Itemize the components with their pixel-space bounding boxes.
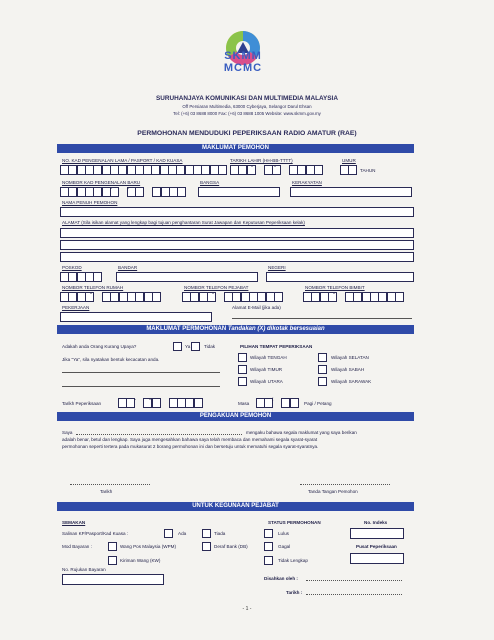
label-selatan: Wilayah SELATAN (331, 355, 369, 360)
org-name: SURUHANJAYA KOMUNIKASI DAN MULTIMEDIA MALAYSIA (156, 95, 338, 102)
label-ya: Ya (185, 344, 191, 349)
field-poskod[interactable] (60, 272, 102, 282)
label-salinan: Salinan KP/Pasport/Kad Kuasa : (62, 531, 129, 536)
section-maklumat-pemohon: MAKLUMAT PEMOHON (57, 144, 414, 153)
field-kp-lama[interactable] (60, 165, 226, 175)
checkbox-tidak-lengkap[interactable] (264, 556, 273, 565)
label-tarikh-pejabat: Tarikh : (286, 590, 303, 595)
label-poskod: POSKOD (62, 265, 82, 270)
section-note: Tandakan (X) dikotak bersesuaian (227, 326, 325, 332)
label-kw: Kiriman Wang (KW) (120, 558, 161, 563)
form-title: PERMOHONAN MENDUDUKI PEPERIKSAAN RADIO AMATUR (RAE) (137, 130, 357, 137)
label-kp-lama: NO. KAD PENGENALAN LAMA / PASPORT / KAD KUASA (62, 158, 183, 163)
dash: - (90, 291, 92, 297)
label-nama: NAMA PENUH PEMOHON (62, 200, 118, 205)
field-nama[interactable] (60, 207, 414, 217)
label-pusat: Pusat Peperiksaan (356, 544, 397, 549)
field-tel-pejabat[interactable] (182, 292, 282, 302)
pengakuan-line2: adalah benar, betul dan lengkap. Saya juga mengesahkan bahawa saya telah membaca dan memahami segala syarat-syarat (62, 437, 318, 442)
dash: - (110, 186, 112, 192)
label-tidak: Tidak (204, 344, 216, 349)
label-negeri: NEGERI (268, 265, 286, 270)
label-wpm: Wang Pos Malaysia (WPM) (120, 544, 176, 549)
field-alamat-2[interactable] (60, 240, 414, 250)
field-negeri[interactable] (266, 272, 414, 282)
label-ada: Ada (178, 531, 187, 536)
checkbox-timur[interactable] (238, 365, 247, 374)
field-nama-pengakuan[interactable] (76, 434, 242, 435)
checkbox-gagal[interactable] (264, 542, 273, 551)
label-draf: Deraf Bank (DB) (214, 544, 248, 549)
label-tel-pejabat: NOMBOR TELEFON PEJABAT (184, 285, 249, 290)
dash: - (149, 397, 151, 403)
field-tarikh-pejabat[interactable] (306, 594, 402, 595)
field-no-indeks[interactable] (350, 528, 404, 539)
label-bangsa: BANGSA (200, 180, 220, 185)
field-pekerjaan[interactable] (60, 312, 212, 322)
colon: : (272, 397, 274, 403)
checkbox-kw[interactable] (108, 556, 117, 565)
checkbox-utara[interactable] (238, 377, 247, 386)
label-tarikh-peperiksaan: Tarikh Peperiksaan (62, 401, 102, 406)
field-kerakyatan[interactable] (290, 187, 412, 197)
label-masa: Masa (238, 401, 250, 406)
label-pagi-petang: Pagi / Petang (304, 401, 332, 406)
dash: - (127, 186, 129, 192)
field-tarikh-peperiksaan[interactable] (118, 398, 202, 408)
label-mod-bayaran: Mod Bayaran : (62, 544, 92, 549)
label-status: STATUS PERMOHONAN (268, 520, 321, 525)
pengakuan-line3: permohonan seperti tertera pada mukasurat 2 borang permohonan ini dan bersetuju untuk mematuhi segala syarat-syaratnya. (62, 444, 319, 449)
logo-text-skmm: SKMM (224, 50, 262, 62)
field-tarikh-pengakuan[interactable] (70, 484, 150, 485)
field-kp-baru[interactable] (60, 187, 185, 197)
section-maklumat-permohonan (57, 325, 414, 334)
label-utara: Wilayah UTARA (250, 379, 283, 384)
checkbox-ada[interactable] (164, 529, 173, 538)
dash: - (212, 291, 214, 297)
checkbox-tengah[interactable] (238, 353, 247, 362)
section-title: MAKLUMAT PERMOHONAN (146, 326, 227, 332)
field-tarikh-lahir[interactable] (230, 165, 322, 175)
label-jika-ya: Jika "Ya", sila nyatakan bentuk kecacatan anda. (62, 357, 160, 362)
field-masa[interactable] (256, 398, 298, 408)
dash: - (274, 164, 276, 170)
dash: - (333, 291, 335, 297)
label-disahkan: Disahkan oleh : (264, 576, 298, 581)
field-tel-rumah[interactable] (60, 292, 160, 302)
field-rujukan[interactable] (62, 574, 164, 585)
field-email[interactable] (232, 318, 412, 319)
section-kegunaan-pejabat: UNTUK KEGUNAAN PEJABAT (57, 502, 414, 511)
field-kecacatan-2[interactable] (62, 386, 220, 387)
label-timur: Wilayah TIMUR (250, 367, 283, 372)
label-sabah: Wilayah SABAH (331, 367, 365, 372)
label-sarawak: Wilayah SARAWAK (331, 379, 372, 384)
label-gagal: Gagal (278, 544, 291, 549)
field-bandar[interactable] (116, 272, 258, 282)
field-alamat-3[interactable] (60, 252, 414, 262)
checkbox-tiada[interactable] (202, 529, 211, 538)
dash: - (134, 397, 136, 403)
label-upaya: Adakah anda Orang Kurang Upaya? (62, 344, 137, 349)
label-kerakyatan: KERAKYATAN (292, 180, 322, 185)
label-tarikh: Tarikh (100, 489, 113, 494)
org-address: Off Persiaran Multimedia, 63000 Cyberjaya, Selangor Darul Ehsan (182, 104, 312, 109)
label-lulus: Lulus (278, 531, 289, 536)
checkbox-tidak[interactable] (191, 342, 200, 351)
label-tandatangan: Tanda Tangan Pemohon (308, 489, 358, 494)
field-umur[interactable] (340, 165, 357, 175)
label-rujukan: No. Rujukan Bayaran (62, 567, 106, 572)
dash: - (251, 164, 253, 170)
checkbox-sabah[interactable] (318, 365, 327, 374)
checkbox-sarawak[interactable] (318, 377, 327, 386)
field-kecacatan-1[interactable] (62, 372, 220, 373)
page-number: - 1 - (242, 606, 252, 612)
field-tel-bimbit[interactable] (303, 292, 403, 302)
checkbox-lulus[interactable] (264, 529, 273, 538)
logo-text-mcmc: MCMC (223, 62, 263, 74)
field-tandatangan[interactable] (300, 484, 390, 485)
label-tel-bimbit: NOMBOR TELEFON BIMBIT (305, 285, 365, 290)
label-kp-baru: NOMBOR KAD PENGENALAN BARU (62, 180, 141, 185)
field-alamat-1[interactable] (60, 228, 414, 238)
checkbox-ya[interactable] (173, 342, 182, 351)
label-bandar: BANDAR (118, 265, 138, 270)
label-saya: Saya (62, 430, 73, 435)
checkbox-selatan[interactable] (318, 353, 327, 362)
label-tarikh-lahir: TARIKH LAHIR (HH-BB-TTTT) (230, 158, 293, 163)
label-no-indeks: No. Indeks (364, 520, 388, 525)
label-tengah: Wilayah TENGAH (250, 355, 287, 360)
label-umur: UMUR (342, 158, 356, 163)
label-alamat: ALAMAT (Sila isikan alamat yang lengkap bagi tujuan penghantaran Surat Jawapan dan Keputusan Peperiksaan kelak) (62, 220, 305, 225)
label-tel-rumah: NOMBOR TELEFON RUMAH (62, 285, 124, 290)
checkbox-wpm[interactable] (108, 542, 117, 551)
field-bangsa[interactable] (198, 187, 280, 197)
section-pengakuan: PENGAKUAN PEMOHON (57, 412, 414, 421)
org-contact: Tel: (+6) 03 8688 8000 Fax: (+6) 03 8688 1005 Website: www.skmm.gov.my (173, 111, 321, 116)
pengakuan-line1: mengaku bahawa segala maklumat yang saya berikan (246, 430, 357, 435)
label-tahun: TAHUN (360, 168, 376, 173)
label-tidak-lengkap: Tidak Lengkap (278, 558, 308, 563)
label-semakan: SEMAKAN (62, 520, 86, 525)
label-tiada: Tiada (214, 531, 226, 536)
field-disahkan[interactable] (306, 580, 402, 581)
checkbox-draf[interactable] (202, 542, 211, 551)
label-email: Alamat E-Mail (jika ada) (232, 305, 281, 310)
label-pilihan: PILIHAN TEMPAT PEPERIKSAAN (240, 344, 313, 349)
label-pekerjaan: PEKERJAAN (62, 305, 90, 310)
field-pusat[interactable] (350, 553, 404, 564)
